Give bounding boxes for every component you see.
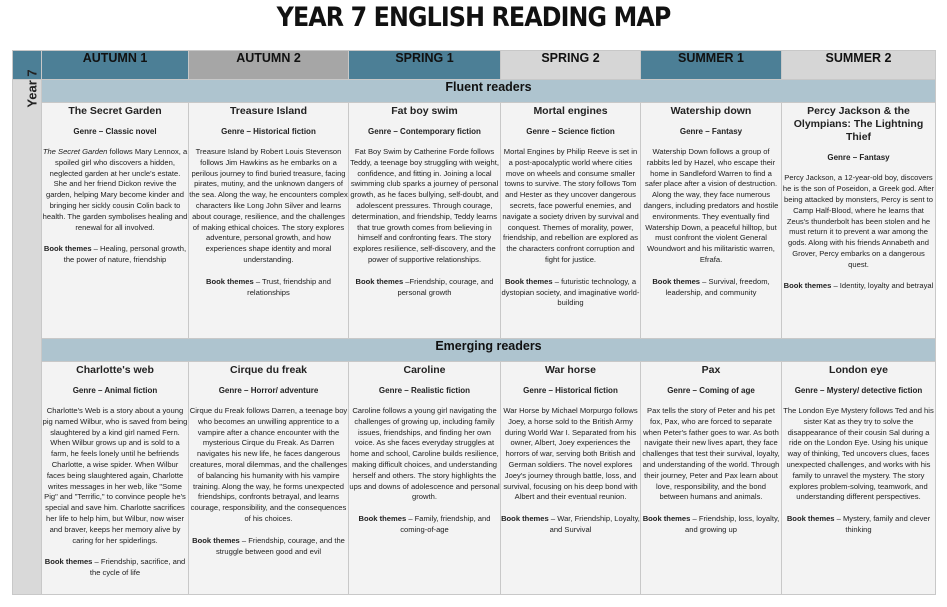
book-genre: Genre – Realistic fiction [378,386,471,396]
book-cell [782,103,936,339]
book-title: Fat boy swim [391,105,458,117]
book-description: Watership Down follows a group of rabbits led by Hazel, who escape their home in Sandleford Warren to find a safer place after a vision of destruction. Along the way, they face numerous dangers, including predators and hostile environments. They eventually find Watership Down, a peaceful hilltop, but must confront the violent General Woundwort and his militaristic warren, Efrafa. [643,147,779,264]
fluent-books-row [13,103,936,339]
themes-label: Book themes [652,276,701,286]
book-description: Mortal Engines by Philip Reeve is set in a post-apocalyptic world where cities move on wheels and consume smaller towns to survive. The story follows Tom and Hester as they uncover dangerous secrets, face powerful enemies, and navigate a society driven by survival and conquest. Themes of morality, power, friendship, and rebellion are explored as the characters confront corruption and fight for justice. [502,147,639,264]
book-description: Fat Boy Swim by Catherine Forde follows Teddy, a teenage boy struggling with weight, confidence, and fitting in. Joining a local swimming club sparks a journey of personal growth, as he faces bullying, self-doubt, and adolescent pressures. Through courage, determination, and friendship, Teddy learns that true growth comes from believing in himself and confronting fears. The story explores resilience, self-discovery, and the power of supportive relationships. [350,147,499,264]
year-label-cell [13,69,42,595]
book-cell [501,362,641,595]
year-label: Year 7 [24,69,40,108]
book-genre: Genre – Classic novel [73,127,157,137]
book-title: Pax [701,364,721,376]
book-genre: Genre – Fantasy [679,127,743,137]
book-themes: Book themes – Healing, personal growth, the power of nature, friendship [43,244,187,265]
book-themes: Book themes – Survival, freedom, leadership, and community [652,276,770,297]
book-genre: Genre – Fantasy [827,153,890,163]
book-title: Percy Jackson & the Olympians: The Lightning Thief [793,105,924,144]
book-cell [782,362,936,595]
book-title: Treasure Island [229,105,308,117]
term-header-autumn-1: AUTUMN 1 [42,51,189,80]
book-title: Caroline [403,364,446,376]
book-genre: Genre – Mystery/ detective fiction [794,386,923,396]
page-title: YEAR 7 ENGLISH READING MAP [276,2,671,33]
book-description: War Horse by Michael Morpurgo follows Joey, a horse sold to the British Army during World War I. Separated from his owner, Albert, Joey experiences the horrors of war, serving both British and German soldiers. The novel explores Joey's journey through battle, loss, and survival, focusing on his deep bond with Albert and their eventual reunion. [503,406,638,502]
themes-label: Book themes [504,276,553,286]
themes-label: Book themes [786,514,835,524]
themes-label: Book themes [43,244,92,254]
themes-label: Book themes [358,514,407,524]
book-genre: Genre – Historical fiction [221,127,316,137]
emerging-band-row [13,339,936,362]
book-cell [349,362,501,595]
book-themes: Book themes – Friendship, courage, and the struggle between good and evil [192,535,345,556]
book-description: Treasure Island by Robert Louis Stevenson follows Jim Hawkins as he embarks on a perilous journey to find buried treasure, facing pirates, mutiny, and the unknown dangers of the sea. Along the way, he encounters complex characters like Long John Silver and learns about courage, resilience, and the challenges of making ethical choices. The story explores adventure, personal growth, and how experiences shape identity and moral understanding. [189,147,348,264]
book-themes: Book themes – Mystery, family and clever thinking [786,514,931,534]
book-genre: Genre – Coming of age [667,386,755,396]
fluent-readers-band: Fluent readers [42,80,936,103]
book-themes: Book themes – Friendship, loss, loyalty, and growing up [642,514,780,534]
term-header-summer-2: SUMMER 2 [782,51,936,80]
themes-label: Book themes [44,557,93,567]
book-cell [42,103,189,339]
book-cell [501,103,641,339]
book-description: The London Eye Mystery follows Ted and his sister Kat as they try to solve the disappearance of their cousin Sal during a ride on the London Eye. Using his unique way of thinking, Ted uncovers clues, faces unexpected challenges, and works with his family to unravel the mystery. The story explores problem-solving, teamwork, and understanding different perspectives. [783,406,934,502]
book-description: Cirque du Freak follows Darren, a teenage boy who becomes an unwilling apprentice to a vampire after a chance encounter with the mysterious Cirque du Freak. As Darren navigates his new life, he faces dangerous creatures, moral dilemmas, and the challenges of balancing his humanity with his vampire training. Along the way, he forms unexpected friendships, confronts betrayal, and learns courage, responsibility, and the consequences of his choices. [189,406,348,523]
term-header-summer-1: SUMMER 1 [641,51,782,80]
book-cell [189,103,349,339]
book-description: Charlotte's Web is a story about a young pig named Wilbur, who is saved from being slaughtered by a kind girl named Fern. When Wilbur grows up and is sold to a farm, he feels lonely until he befriends Charlotte, a wise spider. When Wilbur faces being slaughtered again, Charlotte writes messages in her web, like "Some Pig" and "Terrific," to convince people he's special and save him. Charlotte sacrifices her life to help him, but Wilbur, now wiser and braver, keeps her memory alive by caring for her spiderlings. [42,406,188,545]
book-description: Percy Jackson, a 12-year-old boy, discovers he is the son of Poseidon, a Greek god. After being attacked by monsters, Percy is sent to Camp Half-Blood, where he learns that Zeus's thunderbolt has been stolen and he must return it to prevent a war among the gods. Along with his friends Annabeth and Grover, Percy embarks on a dangerous quest. [782,173,935,269]
themes-label: Book themes [783,281,832,291]
book-title: War horse [545,364,596,376]
book-genre: Genre – Historical fiction [523,386,618,396]
fluent-band-row [13,80,936,103]
book-title: Mortal engines [533,105,608,117]
book-themes: Book themes – Friendship, sacrifice, and the cycle of life [44,557,186,578]
book-genre: Genre – Animal fiction [72,386,158,396]
book-cell [641,103,782,339]
book-cell [42,362,189,595]
book-themes: Book themes –Friendship, courage, and personal growth [355,276,494,297]
book-genre: Genre – Science fiction [526,127,615,137]
book-description: The Secret Garden follows Mary Lennox, a spoiled girl who discovers a hidden, neglected garden at her uncle's estate. She and her friend Dickon revive the garden, helping Mary become kinder and bringing her sickly cousin Colin back to health. The garden symbolises healing and renewal for all involved. [42,147,188,232]
term-header-row [13,51,936,80]
book-cell [641,362,782,595]
book-themes: Book themes – futuristic technology, a dystopian society, and imaginative world-building [501,276,640,308]
themes-label: Book themes [192,535,240,545]
book-title: The Secret Garden [68,105,162,117]
themes-label: Book themes [206,276,254,286]
term-header-spring-1: SPRING 1 [349,51,501,80]
book-description: Pax tells the story of Peter and his pet fox, Pax, who are forced to separate when Peter's father goes to war. As both navigate their new lives apart, they face challenges that test their survival, loyalty, and understanding of the world. Through their journey, Peter and Pax learn about love, responsibility, and the bond between humans and animals. [642,406,780,502]
book-description: Caroline follows a young girl navigating the challenges of growing up, including family issues, friendships, and finding her own voice. As she faces everyday struggles at home and school, Caroline builds resilience, making difficult choices, and understanding herself and others. The story highlights the ups and downs of adolescence and personal growth. [349,406,500,502]
book-genre: Genre – Contemporary fiction [368,127,481,137]
emerging-books-row [13,362,936,595]
themes-label: Book themes [355,276,404,286]
book-title: Charlotte's web [76,364,154,376]
themes-label: Book themes [642,514,691,524]
reading-map-table [12,50,936,595]
book-title: Watership down [670,105,752,117]
book-themes: Book themes – Family, friendship, and coming-of-age [358,514,491,534]
term-header-spring-2: SPRING 2 [501,51,641,80]
book-cell [349,103,501,339]
book-cell [189,362,349,595]
book-title: London eye [829,364,888,376]
book-themes: Book themes – Trust, friendship and relationships [206,276,331,297]
book-themes: Book themes – Identity, loyalty and betrayal [783,281,934,291]
emerging-readers-band: Emerging readers [42,339,936,362]
book-themes: Book themes – War, Friendship, Loyalty, and Survival [501,514,640,534]
themes-label: Book themes [501,514,549,524]
term-header-autumn-2: AUTUMN 2 [189,51,349,80]
book-title: Cirque du freak [229,364,308,376]
book-title-italic: The Secret Garden [42,147,108,157]
book-genre: Genre – Horror/ adventure [218,386,319,396]
